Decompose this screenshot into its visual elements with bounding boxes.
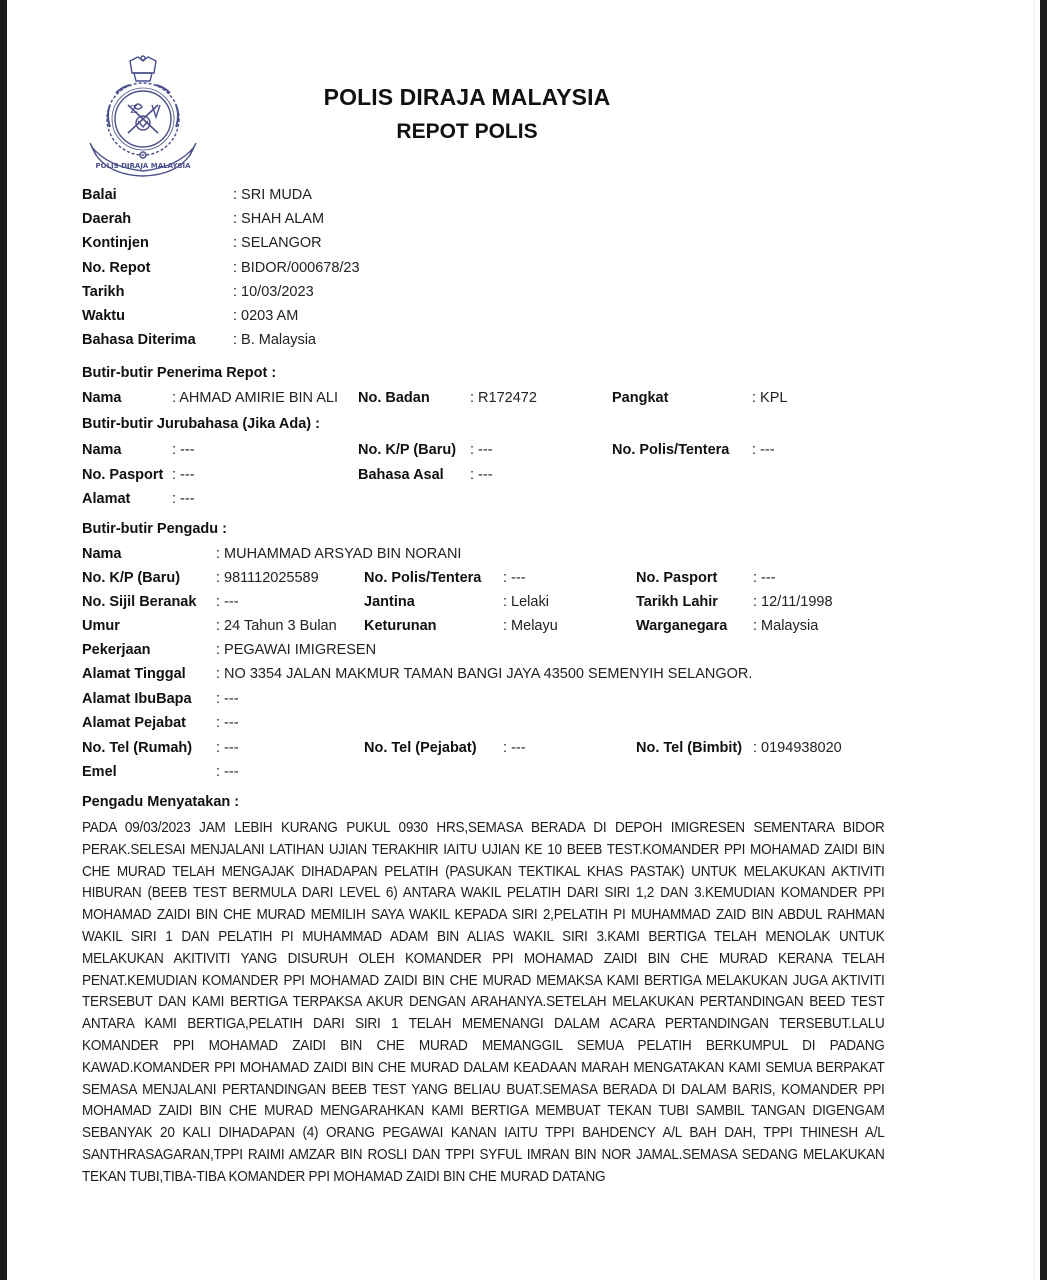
field-value: : 12/11/1998	[753, 594, 833, 610]
field-value: : NO 3354 JALAN MAKMUR TAMAN BANGI JAYA 43500 SEMENYIH SELANGOR.	[216, 666, 753, 682]
field-label: No. Polis/Tentera	[364, 570, 482, 586]
field-label: Umur	[82, 618, 120, 634]
field-value: : KPL	[752, 390, 788, 406]
field-label: Warganegara	[636, 618, 728, 634]
field-value: : 0203 AM	[233, 308, 299, 324]
field-value: : AHMAD AMIRIE BIN ALI	[172, 390, 338, 406]
field-label: No. K/P (Baru)	[82, 570, 181, 586]
field-label: Tarikh Lahir	[636, 594, 718, 610]
field-value: : ---	[752, 442, 775, 458]
field-label: Pangkat	[612, 390, 669, 406]
field-value: : PEGAWAI IMIGRESEN	[216, 642, 377, 658]
field-label: Alamat IbuBapa	[82, 691, 192, 707]
field-label: No. K/P (Baru)	[358, 442, 457, 458]
field-label: Bahasa Diterima	[82, 332, 196, 348]
field-label: Nama	[82, 390, 122, 406]
field-value: : BIDOR/000678/23	[233, 260, 360, 276]
field-value: : Malaysia	[753, 618, 819, 634]
field-label: No. Pasport	[636, 570, 718, 586]
field-label: Emel	[82, 764, 117, 780]
section-heading-pengadu: Butir-butir Pengadu :	[82, 521, 227, 537]
field-value: : SHAH ALAM	[233, 211, 325, 227]
field-value: : 981112025589	[216, 570, 319, 586]
field-value: : ---	[470, 442, 493, 458]
section-heading-penerima: Butir-butir Penerima Repot :	[82, 365, 277, 381]
field-value: : ---	[216, 691, 239, 707]
field-label: Nama	[82, 546, 122, 562]
field-label: No. Tel (Bimbit)	[636, 740, 743, 756]
field-value: : MUHAMMAD ARSYAD BIN NORANI	[216, 546, 462, 562]
field-label: Alamat	[82, 491, 131, 507]
field-value: : SELANGOR	[233, 235, 322, 251]
field-value: : ---	[172, 442, 195, 458]
field-label: Waktu	[82, 308, 125, 324]
field-label: No. Tel (Pejabat)	[364, 740, 477, 756]
complainant-statement: PADA 09/03/2023 JAM LEBIH KURANG PUKUL 0930 HRS,SEMASA BERADA DI DEPOH IMIGRESEN SEMENTARA BIDOR PERAK.SELESAI MENJALANI LATIHAN UJIAN TERAKHIR IAITU UJIAN KE 10 BEEB TEST.KOMANDER PPI MOHAMAD ZAIDI BIN CHE MURAD TELAH MENGAJAK DIHADAPAN PELATIH (PASUKAN TEKTIKAL KHAS PASTAK) UNTUK MELAKUKAN AKTIVITI HIBURAN (BEEB TEST BERMULA DARI LEVEL 6) ANTARA WAKIL PELATIH DARI SIRI 1,2 DAN 3.KEMUDIAN KOMANDER PPI MOHAMAD ZAIDI BIN CHE MURAD MEMILIH SAYA WAKIL KEPADA SIRI 2,PELATIH PI MUHAMMAD ZAID BIN ABDUL RAHMAN WAKIL SIRI 1 DAN PELATIH PI MUHAMMAD ADAM BIN ALIAS WAKIL SIRI 3.KAMI BERTIGA TELAH MENOLAK UNTUK MELAKUKAN AKITIVITI YANG DISURUH OLEH KOMANDER PPI MOHAMAD ZAIDI BIN CHE MURAD KERANA TELAH PENAT.KEMUDIAN KOMANDER PPI MOHAMAD ZAIDI BIN CHE MURAD MEMAKSA KAMI BERTIGA MELAKUKAN JUGA AKTIVITI TERSEBUT DAN KAMI BERTIGA TERPAKSA AKUR DENGAN ARAHANYA.SETELAH MELAKUKAN PERTANDINGAN BEED TEST ANTARA KAMI BERTIGA,PELATIH DARI SIRI 1 TELAH MEMENANGI DALAM ACARA PERTANDINGAN TERSEBUT.LALU KOMANDER PPI MOHAMAD ZAIDI BIN CHE MURAD MEMANGGIL SEMUA PELATIH BERKUMPUL DI PADANG KAWAD.KOMANDER PPI MOHAMAD ZAIDI BIN CHE MURAD DALAM KEADAAN MARAH MENGATAKAN KAMI SEMUA BERPAKAT SEMASA MENJALANI PERTANDINGAN BEEB TEST YANG BELIAU BUAT.SEMASA BERADA DI DALAM BARIS, KOMANDER PPI MOHAMAD ZAIDI BIN CHE MURAD MENGARAHKAN KAMI BERTIGA MEMBUAT TEKAN TUBI SAMBIL TANGAN DIGENGAM SEBANYAK 20 KALI DIHADAPAN (4) ORANG PEGAWAI KANAN IAITU TPPI BAHDENCY A/L BAH DAH, TPPI THINESH A/L SANTHRASAGARAN,TPPI RAIMI AMZAR BIN ROSLI DAN TPPI SYFUL IMRAN BIN NOR JAMAL.SEMASA SEDANG MELAKUKAN TEKAN TUBI,TIBA-TIBA KOMANDER PPI MOHAMAD ZAIDI BIN CHE MURAD DATANG	[82, 820, 885, 1185]
field-label: Pekerjaan	[82, 642, 151, 658]
field-value: : ---	[753, 570, 776, 586]
field-value: : ---	[470, 467, 493, 483]
field-value: : ---	[216, 715, 239, 731]
field-value: : Lelaki	[503, 594, 549, 610]
field-value: : ---	[503, 570, 526, 586]
left-frame-edge	[0, 0, 7, 1280]
field-label: Daerah	[82, 211, 132, 227]
field-label: No. Tel (Rumah)	[82, 740, 193, 756]
field-value: : ---	[172, 491, 195, 507]
field-label: Jantina	[364, 594, 415, 610]
field-label: No. Repot	[82, 260, 151, 276]
page-edge-line	[1034, 0, 1035, 1280]
field-value: : R172472	[470, 390, 537, 406]
svg-text:POLIS DIRAJA MALAYSIA: POLIS DIRAJA MALAYSIA	[95, 162, 191, 170]
field-value: : 0194938020	[753, 740, 842, 756]
field-value: : 24 Tahun 3 Bulan	[216, 618, 337, 634]
section-heading-statement: Pengadu Menyatakan :	[82, 794, 240, 810]
field-label: Kontinjen	[82, 235, 149, 251]
field-value: : ---	[216, 740, 239, 756]
right-frame-edge	[1040, 0, 1047, 1280]
section-heading-jurubahasa: Butir-butir Jurubahasa (Jika Ada) :	[82, 416, 320, 432]
field-label: Alamat Tinggal	[82, 666, 186, 682]
field-value: : 10/03/2023	[233, 284, 314, 300]
field-label: Nama	[82, 442, 122, 458]
svg-text:Z: Z	[130, 103, 138, 116]
field-value: : SRI MUDA	[233, 187, 312, 203]
field-value: : Melayu	[503, 618, 558, 634]
field-label: Keturunan	[364, 618, 437, 634]
field-label: No. Pasport	[82, 467, 164, 483]
field-label: No. Polis/Tentera	[612, 442, 730, 458]
field-value: : ---	[216, 594, 239, 610]
field-value: : ---	[216, 764, 239, 780]
field-label: Bahasa Asal	[358, 467, 444, 483]
pdrm-crest-icon	[88, 55, 198, 177]
document-subtitle: REPOT POLIS	[396, 120, 538, 143]
field-label: Balai	[82, 187, 117, 203]
document-title: POLIS DIRAJA MALAYSIA	[323, 84, 611, 110]
field-label: No. Sijil Beranak	[82, 594, 197, 610]
field-label: Alamat Pejabat	[82, 715, 186, 731]
field-value: : ---	[503, 740, 526, 756]
field-value: : B. Malaysia	[233, 332, 316, 348]
field-label: Tarikh	[82, 284, 125, 300]
field-value: : ---	[172, 467, 195, 483]
field-label: No. Badan	[358, 390, 430, 406]
